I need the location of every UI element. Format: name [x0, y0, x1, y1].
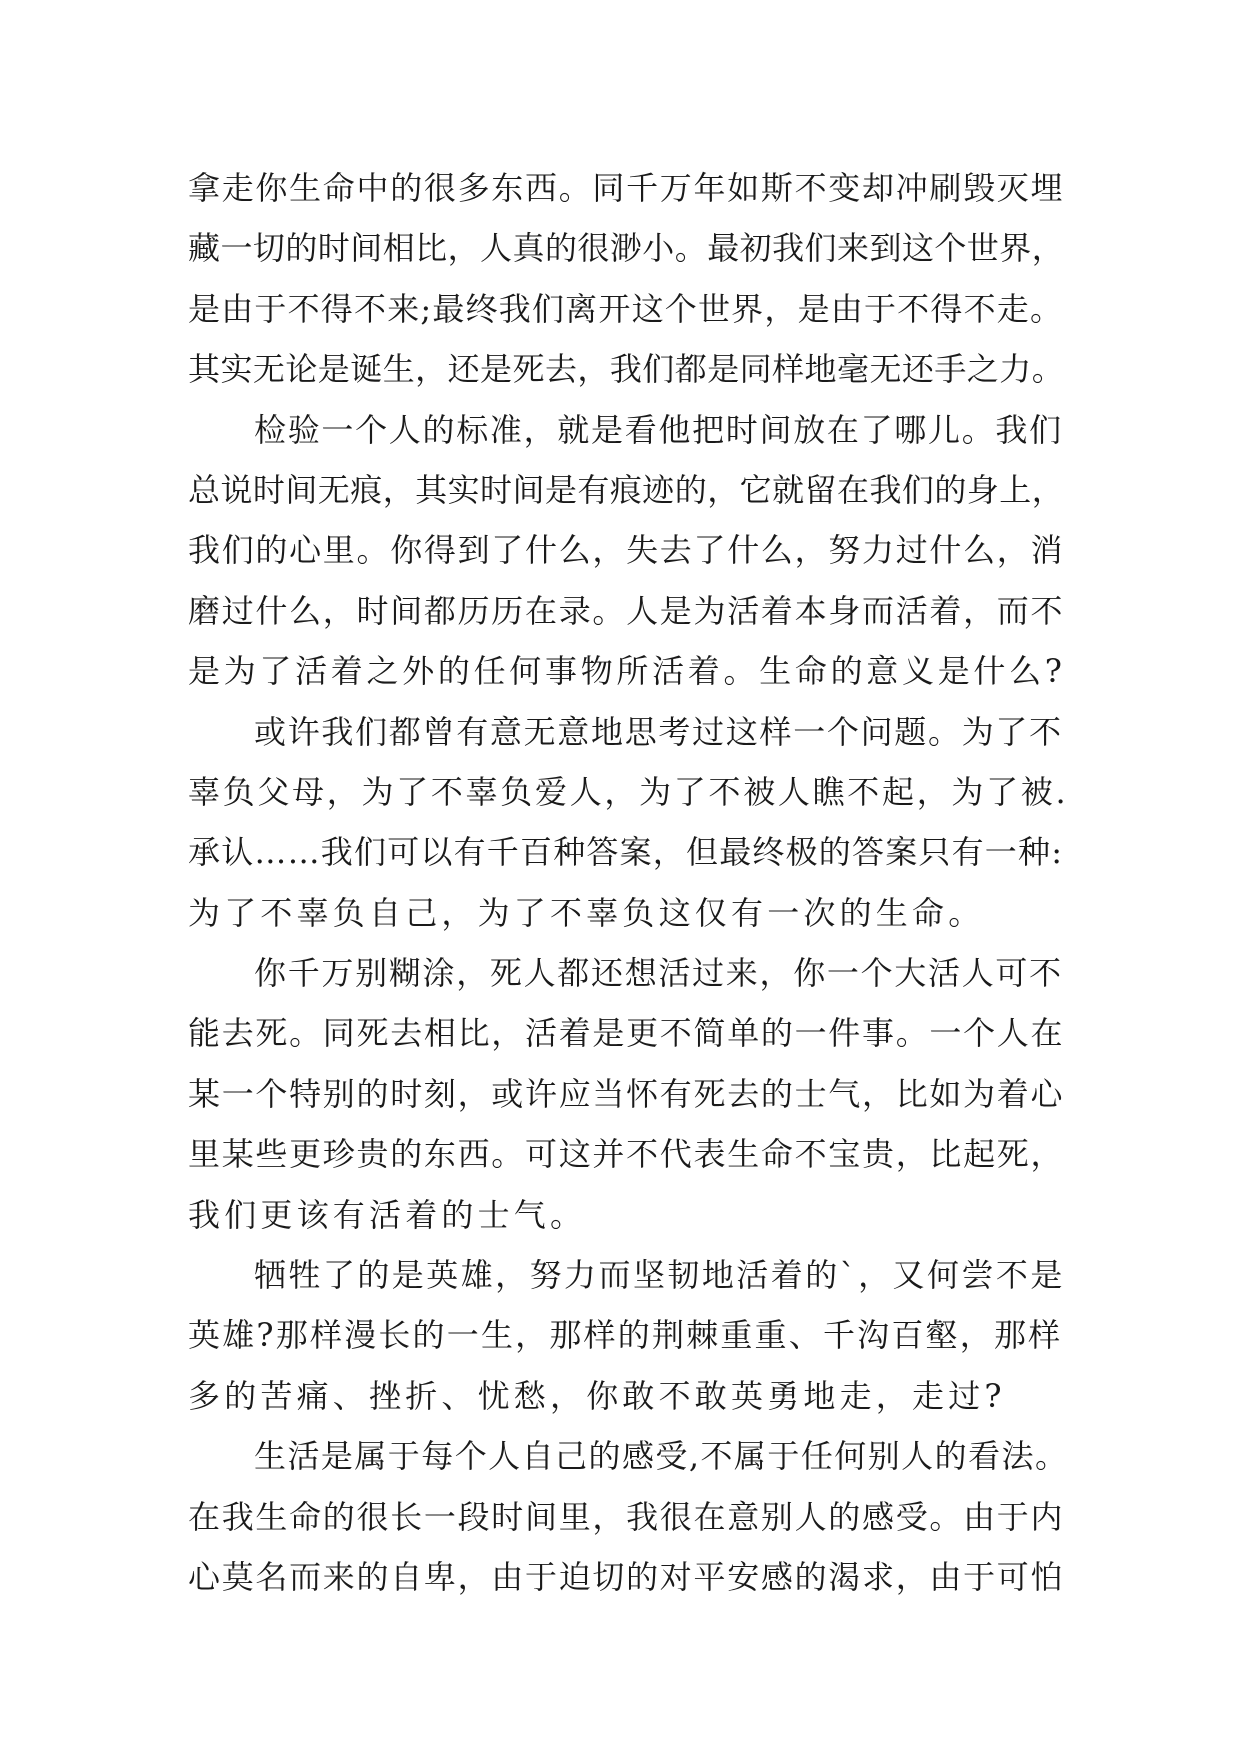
paragraph-first-line: 牺牲了的是英雄，努力而坚韧地活着的`，又何尝不是	[254, 1256, 1065, 1295]
text-line: 藏一切的时间相比，人真的很渺小。最初我们来到这个世界，	[188, 229, 1065, 268]
text-line: 里某些更珍贵的东西。可这并不代表生命不宝贵，比起死，	[188, 1135, 1065, 1174]
text-line: 为了不辜负自己，为了不辜负这仅有一次的生命。	[188, 893, 985, 932]
text-line: 在我生命的很长一段时间里，我很在意别人的感受。由于内	[188, 1497, 1065, 1536]
paragraph-first-line: 生活是属于每个人自己的感受,不属于任何别人的看法。	[254, 1437, 1069, 1476]
text-line: 多的苦痛、挫折、忧愁，你敢不敢英勇地走，走过?	[188, 1376, 1006, 1415]
body-text	[188, 158, 1068, 1607]
text-line: 心莫名而来的自卑，由于迫切的对平安感的渴求，由于可怕	[188, 1557, 1065, 1596]
paragraph-first-line: 或许我们都曾有意无意地思考过这样一个问题。为了不	[254, 712, 1063, 751]
text-line: 是由于不得不来;最终我们离开这个世界，是由于不得不走。	[188, 289, 1064, 328]
text-line: 承认……我们可以有千百种答案，但最终极的答案只有一种:	[188, 833, 1064, 872]
text-line: 拿走你生命中的很多东西。同千万年如斯不变却冲刷毁灭埋	[188, 169, 1065, 207]
text-line: 英雄?那样漫长的一生，那样的荆棘重重、千沟百壑，那样	[188, 1316, 1063, 1355]
text-line: 能去死。同死去相比，活着是更不简单的一件事。一个人在	[188, 1014, 1065, 1053]
text-line: 其实无论是诞生，还是死去，我们都是同样地毫无还手之力。	[188, 350, 1065, 389]
text-line: 是为了活着之外的任何事物所活着。生命的意义是什么?	[188, 652, 1066, 691]
text-line: 辜负父母，为了不辜负爱人，为了不被人瞧不起，为了被.	[188, 772, 1069, 811]
text-line: 磨过什么，时间都历历在录。人是为活着本身而活着，而不	[188, 591, 1065, 630]
text-line: 总说时间无痕，其实时间是有痕迹的，它就留在我们的身上，	[188, 470, 1065, 509]
paragraph-first-line: 你千万别糊涂，死人都还想活过来，你一个大活人可不	[254, 954, 1063, 993]
text-line: 某一个特别的时刻，或许应当怀有死去的士气，比如为着心	[188, 1074, 1065, 1113]
paragraph-first-line: 检验一个人的标准，就是看他把时间放在了哪儿。我们	[254, 410, 1063, 449]
text-line: 我们的心里。你得到了什么，失去了什么，努力过什么，消	[188, 531, 1065, 570]
text-line: 我们更该有活着的士气。	[188, 1195, 587, 1234]
